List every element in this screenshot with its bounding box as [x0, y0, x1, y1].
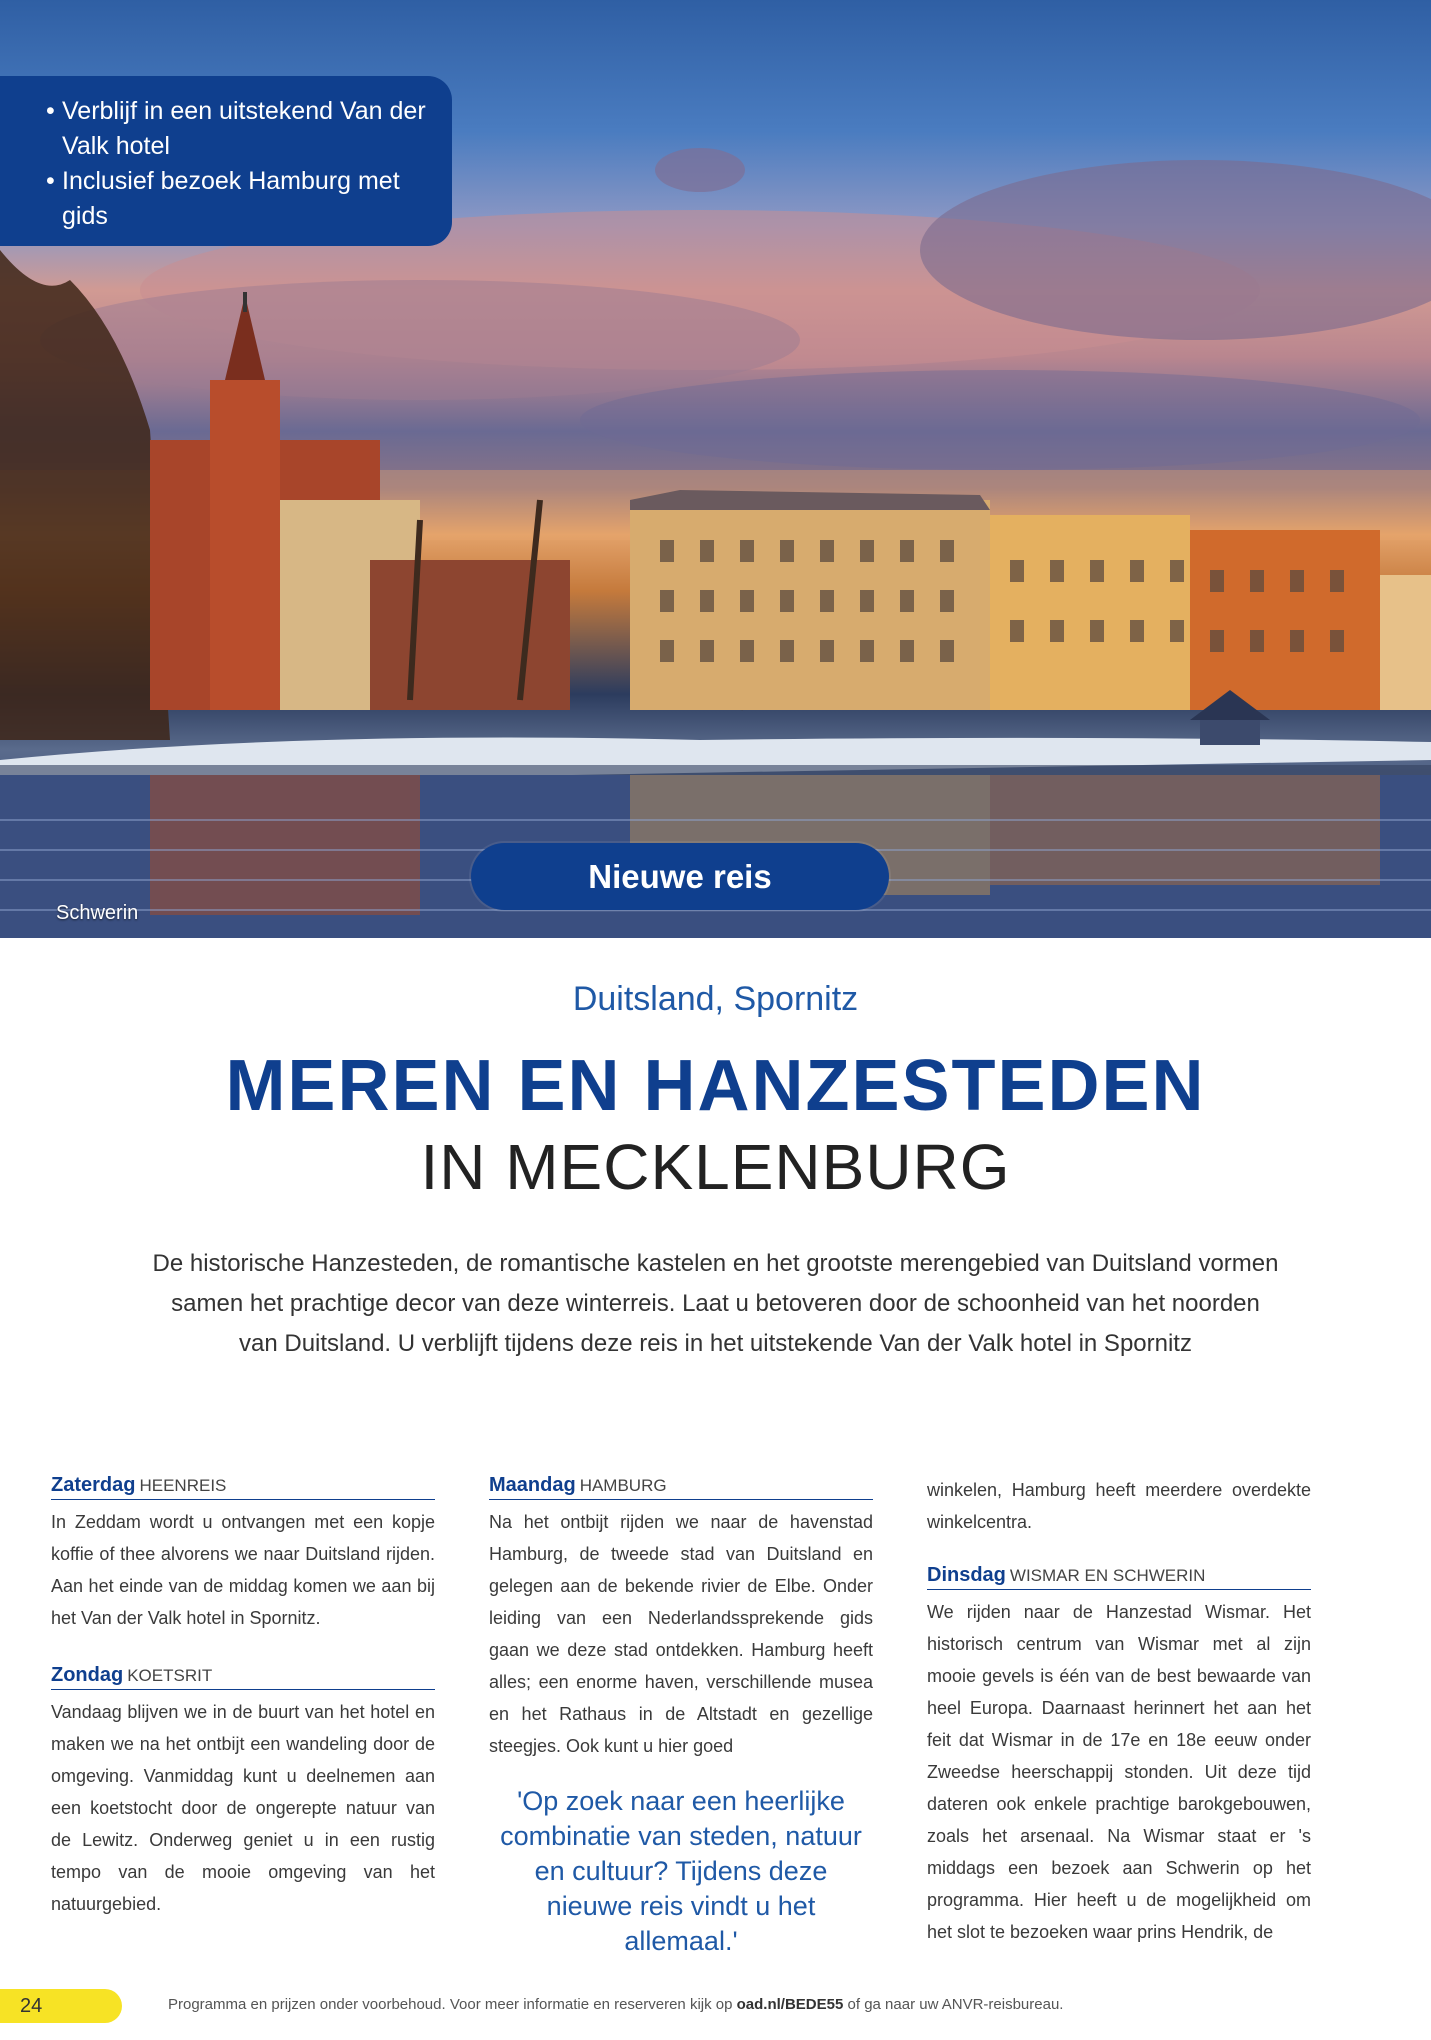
footer-text-end: of ga naar uw ANVR-reisbureau. — [847, 1996, 1064, 2013]
day-subtitle: KOETSRIT — [127, 1666, 213, 1685]
day-text-monday-continued: winkelen, Hamburg heeft meerdere overdekte winkelcentra. — [927, 1480, 1311, 1532]
day-heading-tuesday — [927, 1564, 1311, 1590]
day-heading-sunday — [51, 1664, 435, 1690]
highlights-box — [0, 76, 452, 246]
highlight-item: • Inclusief bezoek Hamburg met gids — [46, 164, 428, 234]
page-number: 24 — [0, 1989, 122, 2023]
location-subtitle: Duitsland, Spornitz — [572, 980, 859, 1018]
day-heading-monday — [489, 1474, 873, 1500]
day-subtitle: HEENREIS — [139, 1476, 227, 1495]
intro-paragraph: De historische Hanzesteden, de romantische kastelen en het grootste merengebied van Duitsland vormen samen het prachtige decor van deze winterreis. Laat u betoveren door de schoonheid van het noorden van Duitsland. U verblijft tijdens deze reis in het uitstekende Van der Valk hotel in Spornitz — [152, 1250, 1279, 1357]
day-text-monday: Na het ontbijt rijden we naar de havenstad Hamburg, de tweede stad van Duitsland en gelegen aan de bekende rivier de Elbe. Onder leiding van een Nederlandssprekende gids gaan we deze stad ontdekken. Hamburg heeft alles; een enorme haven, verschillende musea en het Rathaus in de Altstadt en gezellige steegjes. Ook kunt u hier goed — [489, 1512, 873, 1756]
day-text-sunday: Vandaag blijven we in de buurt van het hotel en maken we na het ontbijt een wandeling door de omgeving. Vanmiddag kunt u deelnemen aan een koetstocht door de ongerepte natuur van de Lewitz. Onderweg geniet u in een rustig tempo van de mooie omgeving van het natuurgebied. — [51, 1702, 435, 1914]
highlight-item: • Verblijf in een uitstekend Van der Valk hotel — [46, 94, 428, 164]
photo-caption: Schwerin — [56, 902, 139, 924]
day-heading-saturday — [51, 1474, 435, 1500]
page-subtitle: IN MECKLENBURG — [420, 1131, 1011, 1203]
footer-text: Programma en prijzen onder voorbehoud. Voor meer informatie en reserveren kijk op — [168, 1996, 733, 2013]
page-title: MEREN EN HANZESTEDEN — [225, 1046, 1206, 1126]
footer-note — [168, 1996, 1063, 2013]
column-1 — [51, 1474, 435, 1950]
new-trip-badge: Nieuwe reis — [471, 843, 889, 910]
day-name: Maandag — [489, 1474, 576, 1496]
footer-link[interactable]: oad.nl/BEDE55 — [736, 1996, 844, 2013]
day-text-saturday: In Zeddam wordt u ontvangen met een kopje koffie of thee alvorens we naar Duitsland rijden. Aan het einde van de middag komen we aan bij het Van der Valk hotel in Spornitz. — [51, 1512, 435, 1628]
day-name: Zaterdag — [51, 1474, 136, 1496]
day-text-tuesday: We rijden naar de Hanzestad Wismar. Het historisch centrum van Wismar met al zijn mooie gevels is één van de best bewaarde van heel Europa. Daarnaast herinnert het aan het feit dat Wismar in de 17e en 18e eeuw onder Zweedse heerschappij stonden. Uit deze tijd dateren ook enkele prachtige barokgebouwen, zoals het arsenaal. Na Wismar staat er 's middags een bezoek aan Schwerin op het programma. Hier heeft u de mogelijkheid om het slot te bezoeken waar prins Hendrik, de — [927, 1602, 1311, 1942]
day-subtitle: WISMAR EN SCHWERIN — [1009, 1566, 1206, 1585]
hero-photo — [0, 0, 1431, 938]
pull-quote: 'Op zoek naar een heerlijke combinatie van steden, natuur en cultuur? Tijdens deze nieuwe reis vindt u het allemaal.' — [500, 1786, 862, 1956]
column-3 — [927, 1474, 1311, 1978]
day-name: Dinsdag — [927, 1564, 1006, 1586]
day-name: Zondag — [51, 1664, 124, 1686]
day-subtitle: HAMBURG — [579, 1476, 667, 1495]
column-2 — [489, 1474, 873, 1959]
